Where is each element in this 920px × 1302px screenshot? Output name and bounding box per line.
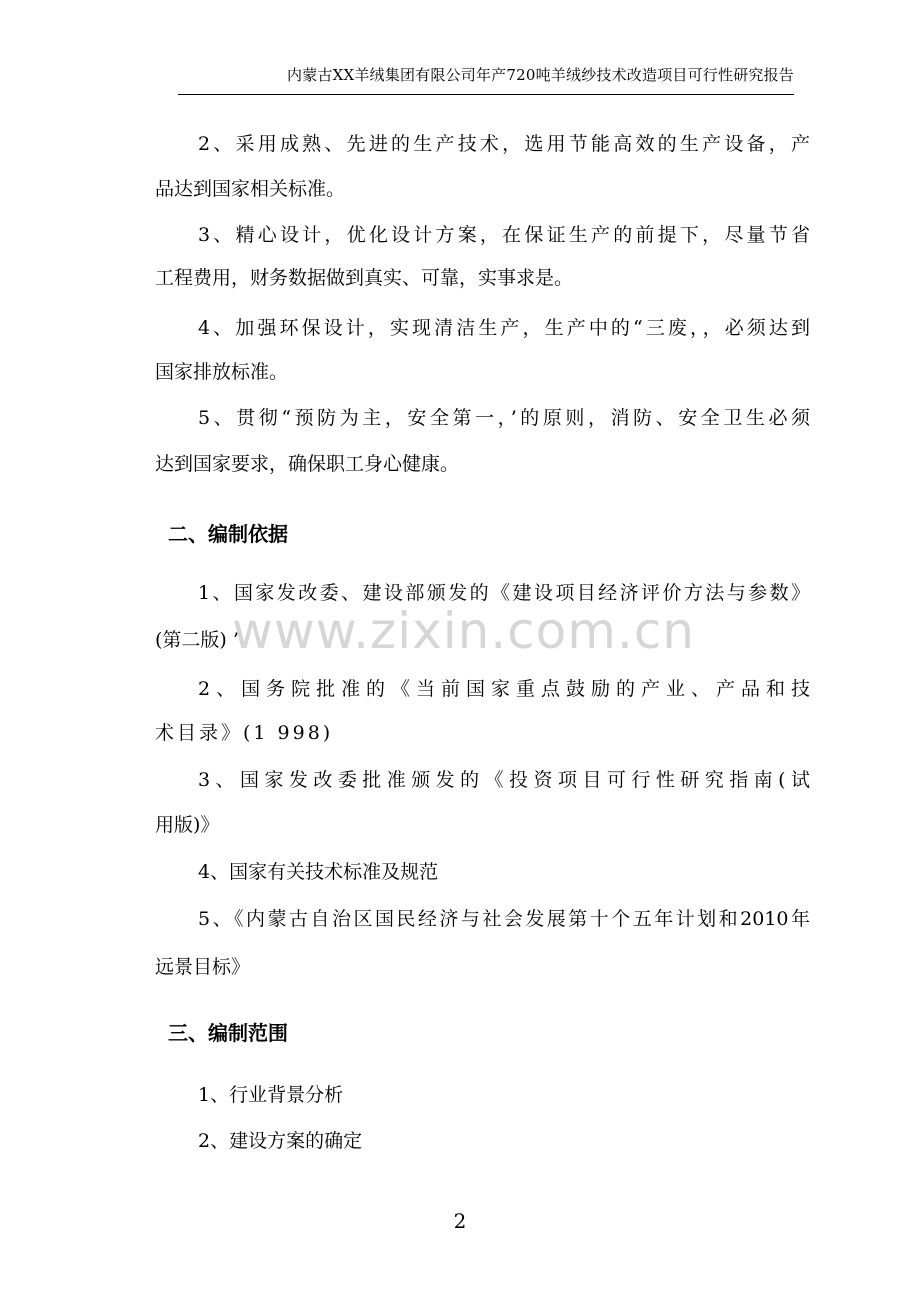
running-header: 内蒙古XX羊绒集团有限公司年产720吨羊绒纱技术改造项目可行性研究报告	[287, 66, 794, 84]
basis-item-5-line1: 5、《内蒙古自治区国民经济与社会发展第十个五年计划和2010年	[198, 908, 810, 930]
principle-5-line2: 达到国家要求，确保职工身心健康。	[155, 453, 460, 475]
principle-4-line1: 4、加强环保设计，实现清洁生产，生产中的“三废，，必须达到	[198, 317, 810, 339]
page-number: 2	[453, 1209, 467, 1233]
header-rule	[178, 94, 794, 95]
basis-item-1-line2: (第二版) ’	[155, 629, 239, 651]
principle-3-line2: 工程费用，财务数据做到真实、可靠，实事求是。	[155, 267, 574, 289]
basis-item-3-line1: 3、国家发改委批准颁发的《投资项目可行性研究指南(试	[198, 769, 810, 791]
section-heading-scope: 三、编制范围	[168, 1021, 288, 1045]
scope-item-1: 1、行业背景分析	[198, 1084, 344, 1106]
basis-item-4: 4、国家有关技术标准及规范	[198, 861, 439, 883]
basis-item-2-line1: 2、国务院批准的《当前国家重点鼓励的产业、产品和技	[198, 678, 810, 700]
principle-4-line2: 国家排放标准。	[155, 361, 289, 383]
basis-item-5-line2: 远景目标》	[155, 956, 251, 978]
principle-2-line2: 品达到国家相关标准。	[155, 178, 346, 200]
principle-2-line1: 2、采用成熟、先进的生产技术，选用节能高效的生产设备，产	[198, 133, 810, 155]
watermark-text: www.zixin.com.cn	[232, 602, 696, 660]
principle-3-line1: 3、精心设计，优化设计方案，在保证生产的前提下，尽量节省	[198, 224, 810, 246]
basis-item-1-line1: 1、国家发改委、建设部颁发的《建设项目经济评价方法与参数》	[198, 582, 810, 604]
basis-item-2-line2: 术目录》(1 998)	[155, 722, 334, 744]
principle-5-line1: 5、贯彻“预防为主，安全第一，’的原则，消防、安全卫生必须	[198, 407, 810, 429]
section-heading-basis: 二、编制依据	[168, 522, 288, 546]
basis-item-3-line2: 用版)》	[155, 814, 220, 836]
scope-item-2: 2、建设方案的确定	[198, 1130, 363, 1152]
